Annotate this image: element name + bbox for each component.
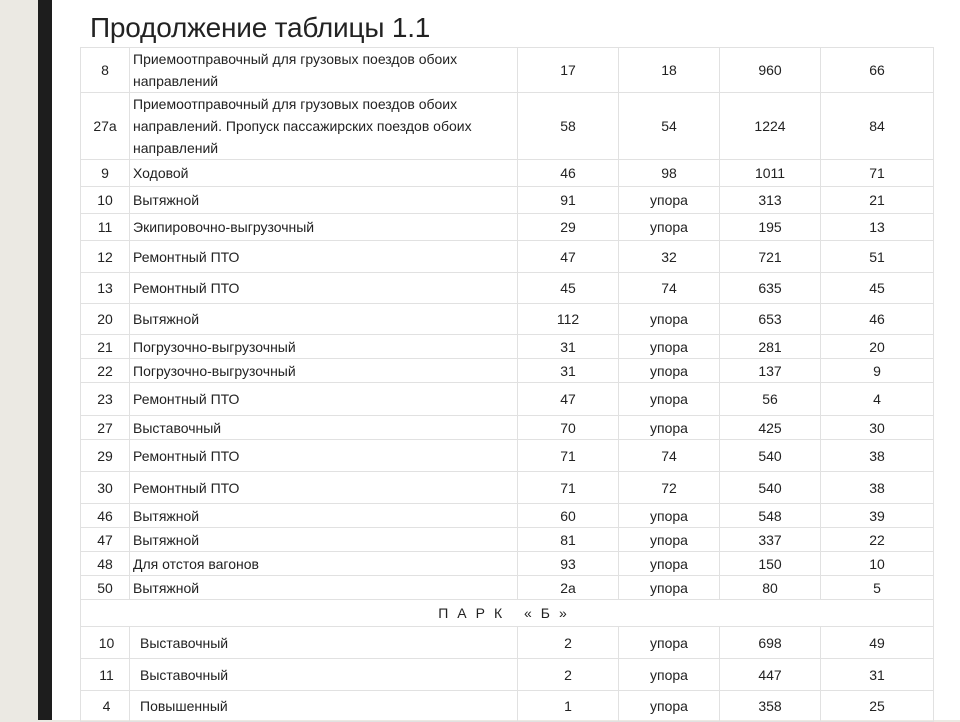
table-row xyxy=(81,659,934,691)
table-row xyxy=(81,187,934,214)
col-2-value: упора xyxy=(619,187,720,214)
col-1-value: 2 xyxy=(518,627,619,659)
col-4-value: 13 xyxy=(821,214,934,241)
col-4-value: 5 xyxy=(821,576,934,600)
col-1-value: 17 xyxy=(518,48,619,93)
row-number: 11 xyxy=(81,659,130,691)
data-table xyxy=(80,47,934,722)
col-1-value: 47 xyxy=(518,241,619,273)
col-2-value: упора xyxy=(619,504,720,528)
col-2-value: 18 xyxy=(619,48,720,93)
col-3-value: 425 xyxy=(720,416,821,440)
col-2-value: упора xyxy=(619,304,720,335)
table-row xyxy=(81,504,934,528)
track-name: Выставочный xyxy=(130,416,518,440)
park-header: ПАРК «Б» xyxy=(81,600,934,627)
col-1-value: 47 xyxy=(518,383,619,416)
col-1-value: 31 xyxy=(518,335,619,359)
col-1-value: 31 xyxy=(518,359,619,383)
col-1-value: 46 xyxy=(518,160,619,187)
col-1-value: 93 xyxy=(518,552,619,576)
track-name: Ходовой xyxy=(130,160,518,187)
table-row xyxy=(81,440,934,472)
col-3-value: 698 xyxy=(720,627,821,659)
col-3-value: 548 xyxy=(720,504,821,528)
table-row xyxy=(81,304,934,335)
col-4-value: 22 xyxy=(821,528,934,552)
table-row xyxy=(81,241,934,273)
row-number: 23 xyxy=(81,383,130,416)
table-row xyxy=(81,416,934,440)
track-name: Приемоотправочный для грузовых поездов обоих направлений. Пропуск пассажирских поездов обоих направлений xyxy=(130,93,518,160)
col-2-value: упора xyxy=(619,214,720,241)
col-3-value: 195 xyxy=(720,214,821,241)
col-2-value: 72 xyxy=(619,472,720,504)
track-name: Погрузочно-выгрузочный xyxy=(130,359,518,383)
table-row xyxy=(81,93,934,160)
col-1-value: 45 xyxy=(518,273,619,304)
col-2-value: упора xyxy=(619,659,720,691)
col-4-value: 39 xyxy=(821,504,934,528)
col-4-value: 45 xyxy=(821,273,934,304)
col-4-value: 31 xyxy=(821,659,934,691)
col-1-value: 112 xyxy=(518,304,619,335)
col-3-value: 960 xyxy=(720,48,821,93)
col-2-value: упора xyxy=(619,552,720,576)
col-1-value: 71 xyxy=(518,472,619,504)
col-1-value: 29 xyxy=(518,214,619,241)
track-name: Приемоотправочный для грузовых поездов обоих направлений xyxy=(130,48,518,93)
col-1-value: 71 xyxy=(518,440,619,472)
col-2-value: упора xyxy=(619,335,720,359)
col-2-value: упора xyxy=(619,691,720,722)
row-number: 10 xyxy=(81,187,130,214)
col-4-value: 20 xyxy=(821,335,934,359)
col-1-value: 2а xyxy=(518,576,619,600)
table-row xyxy=(81,160,934,187)
track-name: Ремонтный ПТО xyxy=(130,383,518,416)
track-name: Для отстоя вагонов xyxy=(130,552,518,576)
track-name: Выставочный xyxy=(130,659,518,691)
col-2-value: 54 xyxy=(619,93,720,160)
side-stripe xyxy=(38,0,52,720)
col-4-value: 51 xyxy=(821,241,934,273)
col-2-value: упора xyxy=(619,528,720,552)
track-name: Вытяжной xyxy=(130,504,518,528)
col-2-value: упора xyxy=(619,576,720,600)
track-name: Погрузочно-выгрузочный xyxy=(130,335,518,359)
col-3-value: 358 xyxy=(720,691,821,722)
col-3-value: 653 xyxy=(720,304,821,335)
row-number: 13 xyxy=(81,273,130,304)
col-1-value: 70 xyxy=(518,416,619,440)
row-number: 9 xyxy=(81,160,130,187)
row-number: 47 xyxy=(81,528,130,552)
col-4-value: 4 xyxy=(821,383,934,416)
track-name: Ремонтный ПТО xyxy=(130,440,518,472)
row-number: 20 xyxy=(81,304,130,335)
table-row xyxy=(81,691,934,722)
page-title: Продолжение таблицы 1.1 xyxy=(90,12,431,43)
col-1-value: 60 xyxy=(518,504,619,528)
track-name: Ремонтный ПТО xyxy=(130,241,518,273)
table-row xyxy=(81,214,934,241)
col-4-value: 30 xyxy=(821,416,934,440)
col-4-value: 9 xyxy=(821,359,934,383)
col-3-value: 137 xyxy=(720,359,821,383)
col-2-value: 74 xyxy=(619,273,720,304)
track-name: Выставочный xyxy=(130,627,518,659)
col-3-value: 635 xyxy=(720,273,821,304)
col-3-value: 281 xyxy=(720,335,821,359)
track-name: Ремонтный ПТО xyxy=(130,273,518,304)
table-row xyxy=(81,627,934,659)
track-name: Экипировочно-выгрузочный xyxy=(130,214,518,241)
row-number: 22 xyxy=(81,359,130,383)
table-row xyxy=(81,48,934,93)
col-1-value: 58 xyxy=(518,93,619,160)
track-name: Вытяжной xyxy=(130,528,518,552)
track-name: Вытяжной xyxy=(130,187,518,214)
col-3-value: 540 xyxy=(720,472,821,504)
row-number: 11 xyxy=(81,214,130,241)
row-number: 30 xyxy=(81,472,130,504)
row-number: 21 xyxy=(81,335,130,359)
row-number: 12 xyxy=(81,241,130,273)
col-3-value: 337 xyxy=(720,528,821,552)
table-row xyxy=(81,472,934,504)
row-number: 8 xyxy=(81,48,130,93)
col-4-value: 38 xyxy=(821,472,934,504)
col-4-value: 71 xyxy=(821,160,934,187)
row-number: 27а xyxy=(81,93,130,160)
track-name: Вытяжной xyxy=(130,304,518,335)
row-number: 48 xyxy=(81,552,130,576)
row-number: 46 xyxy=(81,504,130,528)
table-row xyxy=(81,576,934,600)
col-4-value: 21 xyxy=(821,187,934,214)
section-row xyxy=(81,600,934,627)
col-4-value: 66 xyxy=(821,48,934,93)
col-3-value: 150 xyxy=(720,552,821,576)
col-1-value: 91 xyxy=(518,187,619,214)
col-3-value: 447 xyxy=(720,659,821,691)
table-row xyxy=(81,359,934,383)
col-4-value: 49 xyxy=(821,627,934,659)
col-3-value: 1011 xyxy=(720,160,821,187)
col-2-value: упора xyxy=(619,383,720,416)
track-name: Повышенный xyxy=(130,691,518,722)
col-3-value: 721 xyxy=(720,241,821,273)
col-2-value: 32 xyxy=(619,241,720,273)
col-3-value: 56 xyxy=(720,383,821,416)
col-3-value: 540 xyxy=(720,440,821,472)
col-2-value: упора xyxy=(619,627,720,659)
col-4-value: 10 xyxy=(821,552,934,576)
col-1-value: 81 xyxy=(518,528,619,552)
table-row xyxy=(81,335,934,359)
row-number: 4 xyxy=(81,691,130,722)
col-4-value: 46 xyxy=(821,304,934,335)
track-name: Ремонтный ПТО xyxy=(130,472,518,504)
row-number: 27 xyxy=(81,416,130,440)
col-1-value: 1 xyxy=(518,691,619,722)
col-1-value: 2 xyxy=(518,659,619,691)
table-row xyxy=(81,528,934,552)
col-4-value: 38 xyxy=(821,440,934,472)
col-2-value: упора xyxy=(619,416,720,440)
col-2-value: 98 xyxy=(619,160,720,187)
track-name: Вытяжной xyxy=(130,576,518,600)
row-number: 10 xyxy=(81,627,130,659)
col-3-value: 80 xyxy=(720,576,821,600)
row-number: 29 xyxy=(81,440,130,472)
table-row xyxy=(81,383,934,416)
table-row xyxy=(81,273,934,304)
col-4-value: 84 xyxy=(821,93,934,160)
col-3-value: 1224 xyxy=(720,93,821,160)
table-row xyxy=(81,552,934,576)
col-2-value: 74 xyxy=(619,440,720,472)
col-2-value: упора xyxy=(619,359,720,383)
row-number: 50 xyxy=(81,576,130,600)
col-3-value: 313 xyxy=(720,187,821,214)
col-4-value: 25 xyxy=(821,691,934,722)
